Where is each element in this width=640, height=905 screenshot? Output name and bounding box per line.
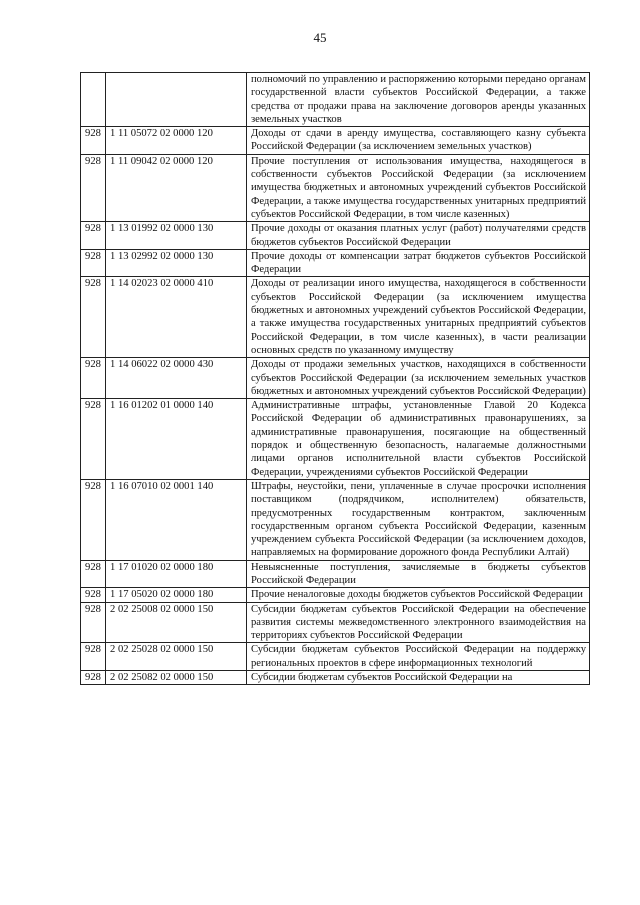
revenue-description-cell: Прочие неналоговые доходы бюджетов субъектов Российской Федерации — [247, 588, 590, 602]
revenue-description-cell: Субсидии бюджетам субъектов Российской Федерации на — [247, 671, 590, 685]
revenue-description-cell: Доходы от продажи земельных участков, находящихся в собственности субъектов Российской Федерации (за исключением земельных участков бюджетных и автономных учреждений субъектов Российской Федерации) — [247, 358, 590, 399]
table-body — [81, 73, 590, 685]
budget-classification-code-cell: 2 02 25008 02 0000 150 — [106, 602, 247, 643]
admin-code-cell: 928 — [81, 127, 106, 155]
revenue-description-cell: полномочий по управлению и распоряжению которыми передано органам государственной власти субъектов Российской Федерации, а также средства от продажи права на заключение договоров аренды указанных земельных участков — [247, 73, 590, 127]
table-row — [81, 399, 590, 480]
table-row — [81, 671, 590, 685]
table-row — [81, 602, 590, 643]
table-row — [81, 643, 590, 671]
table-row — [81, 127, 590, 155]
revenue-codes-table — [80, 72, 590, 685]
revenue-description-cell: Административные штрафы, установленные Главой 20 Кодекса Российской Федерации об административных правонарушениях, за административные правонарушения, посягающие на общественный порядок и общественную безопасность, налагаемые должностными лицами органов исполнительной власти субъектов Российской Федерации, учреждениями субъектов Российской Федерации — [247, 399, 590, 480]
revenue-description-cell: Доходы от сдачи в аренду имущества, составляющего казну субъекта Российской Федерации (за исключением земельных участков) — [247, 127, 590, 155]
admin-code-cell: 928 — [81, 249, 106, 277]
budget-classification-code-cell: 1 17 05020 02 0000 180 — [106, 588, 247, 602]
admin-code-cell: 928 — [81, 399, 106, 480]
budget-classification-code-cell — [106, 73, 247, 127]
table-row — [81, 154, 590, 221]
budget-classification-code-cell: 1 13 01992 02 0000 130 — [106, 222, 247, 250]
table-row — [81, 588, 590, 602]
budget-classification-code-cell: 1 16 01202 01 0000 140 — [106, 399, 247, 480]
budget-classification-code-cell: 1 11 09042 02 0000 120 — [106, 154, 247, 221]
budget-classification-code-cell: 1 11 05072 02 0000 120 — [106, 127, 247, 155]
revenue-description-cell: Доходы от реализации иного имущества, находящегося в собственности субъектов Российской Федерации (за исключением имущества бюджетных и автономных учреждений субъектов Российской Федерации, а также имущества государственных унитарных предприятий субъектов Российской Федерации, в том числе казенных), в части реализации основных средств по указанному имуществу — [247, 277, 590, 358]
revenue-description-cell: Невыясненные поступления, зачисляемые в бюджеты субъектов Российской Федерации — [247, 560, 590, 588]
admin-code-cell: 928 — [81, 643, 106, 671]
revenue-description-cell: Штрафы, неустойки, пени, уплаченные в случае просрочки исполнения поставщиком (подрядчиком, исполнителем) обязательств, предусмотренных государственным контрактом, заключенным государственным органом субъекта Российской Федерации, казенным учреждением субъекта Российской Федерации (за исключением доходов, направляемых на формирование дорожного фонда Республики Алтай) — [247, 479, 590, 560]
table-row — [81, 222, 590, 250]
budget-classification-code-cell: 1 14 02023 02 0000 410 — [106, 277, 247, 358]
admin-code-cell: 928 — [81, 588, 106, 602]
admin-code-cell: 928 — [81, 479, 106, 560]
table-row — [81, 358, 590, 399]
revenue-description-cell: Прочие доходы от компенсации затрат бюджетов субъектов Российской Федерации — [247, 249, 590, 277]
table-row — [81, 560, 590, 588]
budget-classification-code-cell: 1 16 07010 02 0001 140 — [106, 479, 247, 560]
admin-code-cell: 928 — [81, 154, 106, 221]
revenue-description-cell: Прочие поступления от использования имущества, находящегося в собственности субъектов Российской Федерации (за исключением имущества бюджетных и автономных учреждений субъектов Российской Федерации, а также имущества государственных унитарных предприятий субъектов Российской Федерации, в том числе казенных) — [247, 154, 590, 221]
revenue-description-cell: Субсидии бюджетам субъектов Российской Федерации на поддержку региональных проектов в сфере информационных технологий — [247, 643, 590, 671]
admin-code-cell: 928 — [81, 560, 106, 588]
page-number: 45 — [313, 30, 327, 45]
admin-code-cell: 928 — [81, 222, 106, 250]
table-row — [81, 277, 590, 358]
budget-classification-code-cell: 2 02 25082 02 0000 150 — [106, 671, 247, 685]
admin-code-cell: 928 — [81, 671, 106, 685]
table-row — [81, 73, 590, 127]
admin-code-cell — [81, 73, 106, 127]
revenue-description-cell: Субсидии бюджетам субъектов Российской Федерации на обеспечение развития системы межведомственного электронного взаимодействия на территориях субъектов Российской Федерации — [247, 602, 590, 643]
budget-classification-code-cell: 1 14 06022 02 0000 430 — [106, 358, 247, 399]
admin-code-cell: 928 — [81, 277, 106, 358]
revenue-description-cell: Прочие доходы от оказания платных услуг (работ) получателями средств бюджетов субъектов Российской Федерации — [247, 222, 590, 250]
admin-code-cell: 928 — [81, 602, 106, 643]
budget-classification-code-cell: 1 17 01020 02 0000 180 — [106, 560, 247, 588]
table-row — [81, 479, 590, 560]
table-row — [81, 249, 590, 277]
budget-classification-code-cell: 2 02 25028 02 0000 150 — [106, 643, 247, 671]
admin-code-cell: 928 — [81, 358, 106, 399]
budget-classification-code-cell: 1 13 02992 02 0000 130 — [106, 249, 247, 277]
